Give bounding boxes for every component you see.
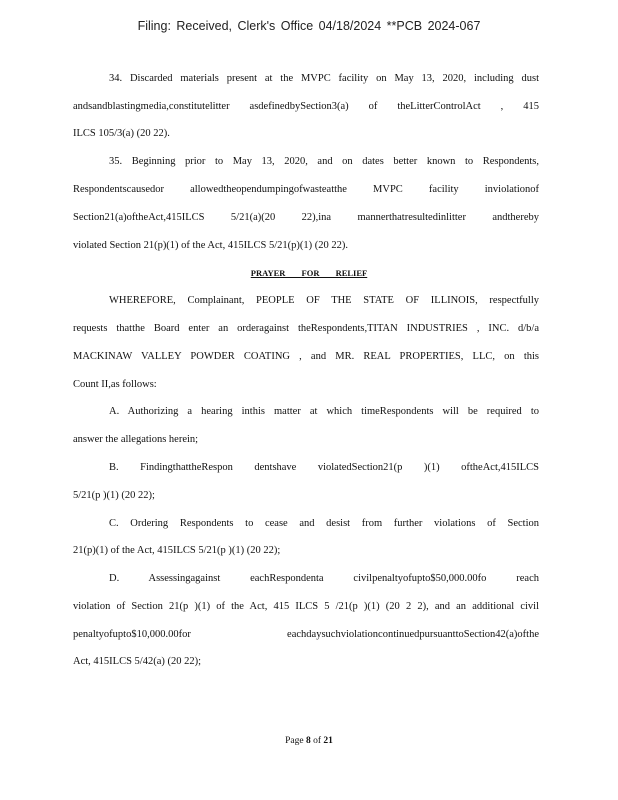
filing-header: Filing: Received, Clerk's Office 04/18/2024 **PCB 2024-067 bbox=[137, 19, 481, 33]
page-label: Page bbox=[285, 736, 304, 746]
item-d-line-3: penaltyofupto$10,000.00for eachdaysuchviolationcontinuedpursuanttoSection42(a)ofthe bbox=[73, 629, 539, 640]
item-d-line-1: D. Assessingagainst eachRespondenta civilpenaltyofupto$50,000.00fo reach bbox=[109, 573, 539, 584]
wherefore-line-4: Count II,as follows: bbox=[73, 379, 157, 390]
wherefore-line-2: requests thatthe Board enter an orderagainst theRespondents,TITAN INDUSTRIES , INC. d/b/a bbox=[73, 323, 539, 334]
paragraph-34-line-1: 34. Discarded materials present at the MVPC facility on May 13, 2020, including dust bbox=[109, 73, 539, 84]
wherefore-line-3: MACKINAW VALLEY POWDER COATING , and MR. REAL PROPERTIES, LLC, on this bbox=[73, 351, 539, 362]
item-d-line-2: violation of Section 21(p )(1) of the Act, 415 ILCS 5 /21(p )(1) (20 2 2), and an additional civil bbox=[73, 601, 539, 612]
prayer-for-relief-heading bbox=[0, 266, 618, 280]
total-pages: 21 bbox=[323, 736, 333, 746]
item-c-line-1: C. Ordering Respondents to cease and desist from further violations of Section bbox=[109, 518, 539, 529]
heading-text: PRAYER FOR RELIEF bbox=[250, 268, 368, 278]
paragraph-34-line-3: ILCS 105/3(a) (20 22). bbox=[73, 128, 170, 139]
of-label: of bbox=[313, 736, 321, 746]
page-number: 8 bbox=[305, 736, 311, 746]
paragraph-35-line-1: 35. Beginning prior to May 13, 2020, and on dates better known to Respondents, bbox=[109, 156, 539, 167]
paragraph-35-line-2: Respondentscausedor allowedtheopendumpingofwasteatthe MVPC facility inviolationof bbox=[73, 184, 539, 195]
item-b-line-2: 5/21(p )(1) (20 22); bbox=[73, 490, 155, 501]
wherefore-line-1: WHEREFORE, Complainant, PEOPLE OF THE STATE OF ILLINOIS, respectfully bbox=[109, 295, 539, 306]
item-a-line-1: A. Authorizing a hearing inthis matter at which timeRespondents will be required to bbox=[109, 406, 539, 417]
paragraph-35-line-4: violated Section 21(p)(1) of the Act, 415ILCS 5/21(p)(1) (20 22). bbox=[73, 240, 348, 251]
item-c-line-2: 21(p)(1) of the Act, 415ILCS 5/21(p )(1) (20 22); bbox=[73, 545, 281, 556]
item-d-line-4: Act, 415ILCS 5/42(a) (20 22); bbox=[73, 656, 202, 667]
paragraph-35-line-3: Section21(a)oftheAct,415ILCS 5/21(a)(20 22),ina mannerthatresultedinlitter andthereby bbox=[73, 212, 539, 223]
paragraph-34-line-2: andsandblastingmedia,constitutelitter asdefinedbySection3(a) of theLitterControlAct , 415 bbox=[73, 101, 539, 112]
page-footer bbox=[0, 736, 618, 746]
item-a-line-2: answer the allegations herein; bbox=[73, 434, 199, 445]
item-b-line-1: B. FindingthattheRespon dentshave violatedSection21(p )(1) oftheAct,415ILCS bbox=[109, 462, 539, 473]
